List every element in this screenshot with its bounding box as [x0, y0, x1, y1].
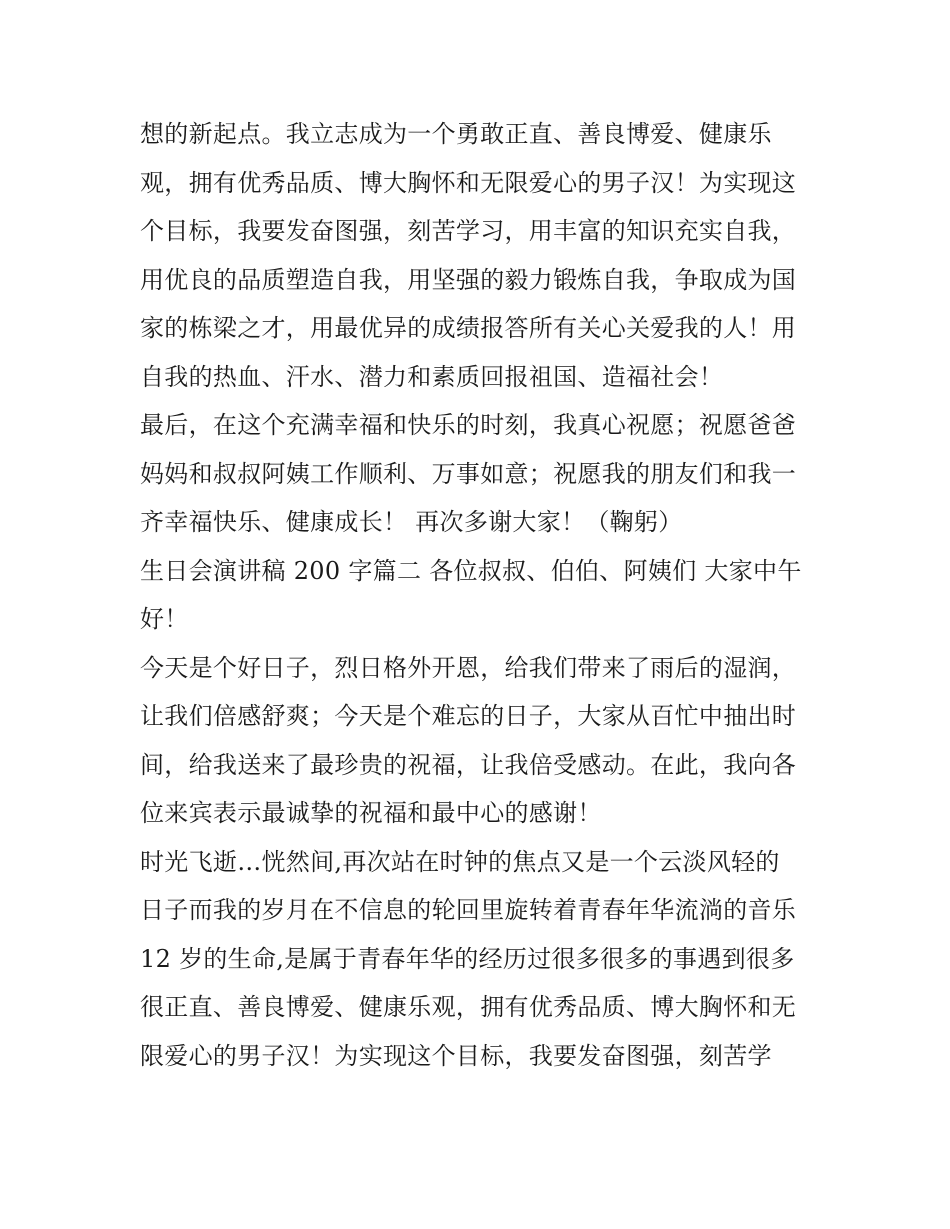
text-line: 好！ — [140, 605, 189, 633]
text-line: 自我的热血、汗水、潜力和素质回报祖国、造福社会！ — [140, 362, 724, 391]
text-line: 妈妈和叔叔阿姨工作顺利、万事如意；祝愿我的朋友们和我一 — [140, 459, 797, 488]
body-text — [140, 110, 820, 1080]
text-line: 家的栋梁之才，用最优异的成绩报答所有关心关爱我的人！用 — [140, 314, 797, 342]
text-line: 很正直、善良博爱、健康乐观，拥有优秀品质、博大胸怀和无 — [140, 993, 797, 1021]
text-line: 时光飞逝…恍然间,再次站在时钟的焦点又是一个云淡风轻的 — [140, 847, 780, 876]
text-line: 日子而我的岁月在不信息的轮回里旋转着青春年华流淌的音乐 — [140, 896, 797, 924]
text-line: 想的新起点。我立志成为一个勇敢正直、善良博爱、健康乐 — [140, 120, 772, 148]
text-line: 位来宾表示最诚挚的祝福和最中心的感谢！ — [140, 799, 602, 827]
text-line: 观，拥有优秀品质、博大胸怀和无限爱心的男子汉！为实现这 — [140, 168, 797, 197]
text-line: 让我们倍感舒爽；今天是个难忘的日子，大家从百忙中抽出时 — [140, 702, 797, 730]
text-line: 限爱心的男子汉！为实现这个目标，我要发奋图强，刻苦学 — [140, 1041, 772, 1070]
text-line: 间，给我送来了最珍贵的祝福，让我倍受感动。在此，我向各 — [140, 750, 797, 779]
text-line: 个目标，我要发奋图强，刻苦学习，用丰富的知识充实自我， — [140, 217, 797, 245]
text-line: 齐幸福快乐、健康成长！ 再次多谢大家！（鞠躬） — [140, 508, 683, 536]
text-line: 用优良的品质塑造自我，用坚强的毅力锻炼自我，争取成为国 — [140, 265, 797, 294]
section-heading-line: 生日会演讲稿 200 字篇二 各位叔叔、伯伯、阿姨们 大家中午 — [140, 556, 802, 585]
text-line: 最后，在这个充满幸福和快乐的时刻，我真心祝愿；祝愿爸爸 — [140, 411, 797, 439]
text-line: 12 岁的生命,是属于青春年华的经历过很多很多的事遇到很多 — [140, 944, 795, 973]
text-line: 今天是个好日子，烈日格外开恩，给我们带来了雨后的湿润， — [140, 653, 797, 682]
